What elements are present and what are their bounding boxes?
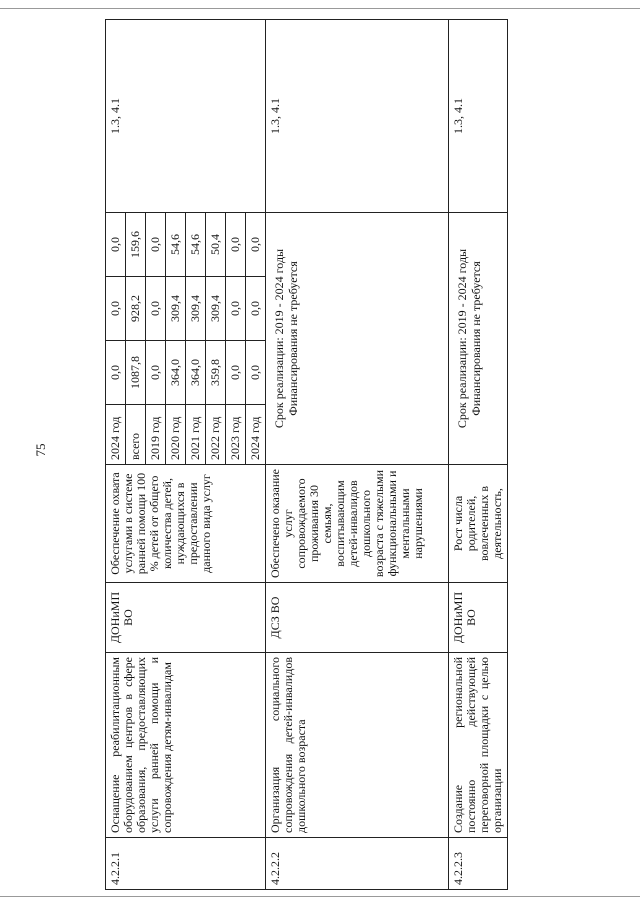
financing-status: Финансирования не требуется xyxy=(286,261,300,416)
value-cell: 0,0 xyxy=(246,213,266,277)
value-cell: 359,8 xyxy=(206,341,226,405)
expected-result: Обеспечено оказание услуг сопровождаемого проживания 30 семьям, воспитывающим детей-инвалидов дошкольного возраста с тяжелыми функциональными и ментальными нарушениями xyxy=(266,465,449,583)
financing-note xyxy=(449,213,508,465)
value-cell: 0,0 xyxy=(106,341,126,405)
value-cell: 0,0 xyxy=(246,341,266,405)
indicator-link: 1.3, 4.1 xyxy=(266,20,449,213)
row-number: 4.2.2.3 xyxy=(449,838,508,890)
table-row xyxy=(266,20,449,890)
top-rule xyxy=(0,0,640,9)
value-cell: 159,6 xyxy=(126,213,146,277)
value-cell: 309,4 xyxy=(186,277,206,341)
year-cell: 2020 год xyxy=(166,405,186,465)
year-cell: 2023 год xyxy=(226,405,246,465)
executor: ДОНиМП ВО xyxy=(106,583,266,653)
activity-name: Организация социального сопровождения детей-инвалидов дошкольного возраста xyxy=(266,653,449,838)
value-cell: 1087,8 xyxy=(126,341,146,405)
value-cell: 364,0 xyxy=(186,341,206,405)
value-cell: 364,0 xyxy=(166,341,186,405)
implementation-period: Срок реализации: 2019 - 2024 годы xyxy=(272,248,286,429)
year-cell: 2024 год xyxy=(246,405,266,465)
indicator-link: 1.3, 4.1 xyxy=(106,20,266,213)
year-cell: 2019 год xyxy=(146,405,166,465)
row-number: 4.2.2.1 xyxy=(106,838,266,890)
financing-status: Финансирования не требуется xyxy=(469,261,483,416)
value-cell: 54,6 xyxy=(166,213,186,277)
value-cell: 0,0 xyxy=(226,213,246,277)
value-cell: 309,4 xyxy=(166,277,186,341)
rotated-table-sheet xyxy=(105,20,635,890)
value-cell: 0,0 xyxy=(146,341,166,405)
year-cell: 2024 год xyxy=(106,405,126,465)
value-cell: 50,4 xyxy=(206,213,226,277)
indicator-link: 1.3, 4.1 xyxy=(449,20,508,213)
financing-note xyxy=(266,213,449,465)
activity-name: Оснащение реабилитационным оборудованием центров в сфере образования, предоставляющих услуги ранней помощи и сопровождения детям-инвалидам xyxy=(106,653,266,838)
value-cell: 0,0 xyxy=(246,277,266,341)
implementation-period: Срок реализации: 2019 - 2024 годы xyxy=(455,248,469,429)
activity-name: Создание региональной постоянно действующей переговорной площадки с целью организации xyxy=(449,653,508,838)
value-cell: 0,0 xyxy=(226,341,246,405)
row-number: 4.2.2.2 xyxy=(266,838,449,890)
bottom-rule xyxy=(0,896,640,897)
executor: ДСЗ ВО xyxy=(266,583,449,653)
table-row xyxy=(106,20,126,890)
value-cell: 0,0 xyxy=(106,213,126,277)
table-row xyxy=(449,20,508,890)
page-number: 75 xyxy=(33,443,48,457)
value-cell: 0,0 xyxy=(146,277,166,341)
program-table xyxy=(105,19,508,890)
year-cell: 2021 год xyxy=(186,405,206,465)
value-cell: 928,2 xyxy=(126,277,146,341)
year-cell: всего xyxy=(126,405,146,465)
value-cell: 0,0 xyxy=(146,213,166,277)
expected-result: Рост числа родителей, вовлеченных в деятельность, xyxy=(449,465,508,583)
year-cell: 2022 год xyxy=(206,405,226,465)
value-cell: 0,0 xyxy=(226,277,246,341)
value-cell: 309,4 xyxy=(206,277,226,341)
executor: ДОНиМП ВО xyxy=(449,583,508,653)
value-cell: 0,0 xyxy=(106,277,126,341)
expected-result: Обеспечение охвата услугами в системе ранней помощи 100 % детей от общего количества детей, нуждающихся в предоставлении данного вида услуг xyxy=(106,465,266,583)
value-cell: 54,6 xyxy=(186,213,206,277)
